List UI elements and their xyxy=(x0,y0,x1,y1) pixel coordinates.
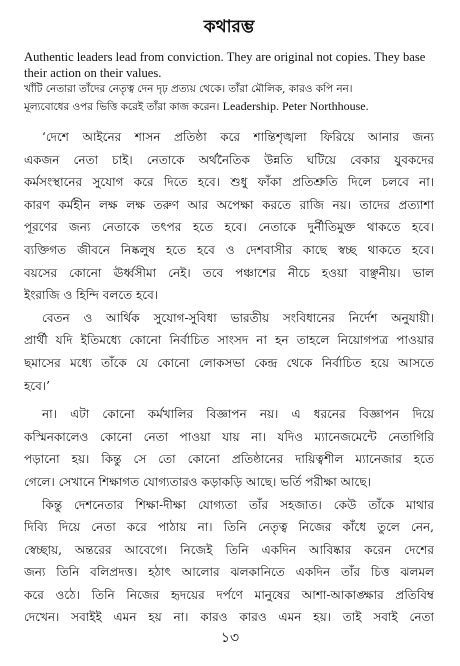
paragraph-3 xyxy=(24,403,434,493)
text-line: পড়ানো হয়। কিন্তু সে তো কোনো প্রতিষ্ঠানের দায়িত্বশীল ম্যানেজার হতে xyxy=(24,452,434,467)
paragraph-2 xyxy=(24,307,434,397)
text-line: কর্মসংস্থানের সুযোগ করে দিতে হবে। শুধু ফাঁকা প্রতিশ্রুতি দিলে চলবে না। xyxy=(24,175,434,190)
epigraph-english: Authentic leaders lead from conviction. They are original not copies. They base their action on their values. xyxy=(24,50,426,80)
text-line: হবে।’ xyxy=(24,378,50,393)
text-line: ইংরাজি ও হিন্দি বলতে হবে। xyxy=(24,288,159,303)
epigraph xyxy=(24,50,434,116)
epigraph-bengali-line-2 xyxy=(24,98,434,116)
text-line: একজন নেতা চাই। নেতাকে অর্থনৈতিক উন্নতি ঘটিয়ে বেকার যুবকদের xyxy=(24,152,434,167)
body-text xyxy=(24,126,434,629)
text-line: ‘দেশে আইনের শাসন প্রতিষ্ঠা করে শান্তিশৃঙ্খলা ফিরিয়ে আনার জন্য xyxy=(42,130,434,144)
text-line: কস্মিনকালেও কোনো নেতা পাওয়া যায় না। যদিও ম্যানেজমেন্টে নেতাগিরি xyxy=(24,429,434,444)
text-line: না। এটা কোনো কর্মখালির বিজ্ঞাপন নয়। এ ধরনের বিজ্ঞাপন দিয়ে xyxy=(42,407,434,422)
text-line: করে ওঠে। তিনি নিজের হৃদয়ের দর্পণে মানুষের আশা-আকাঙ্ক্ষার প্রতিবিম্ব xyxy=(24,587,434,602)
text-line: জন্য তিনি বলিপ্রদত্ত। হঠাৎ আলোর ঝলকানিতে একদিন তাঁর চিত্ত ঝলমল xyxy=(24,565,434,580)
text-line: ছমাসের মধ্যে তাঁকে যে কোনো লোকসভা কেন্দ্র থেকে নির্বাচিত হয়ে আসতে xyxy=(24,355,434,370)
epigraph-bengali-text: মূল্যবোধের ওপর ভিত্তি করেই তাঁরা কাজ করেন। xyxy=(24,101,220,113)
paragraph-1 xyxy=(24,126,434,307)
page-number: ১৩ xyxy=(220,630,240,646)
text-line: পূরণের জন্য নেতাকে তৎপর হতে হবে। নেতাকে দুর্নীতিমুক্ত থাকতে হবে। xyxy=(24,220,434,235)
text-line: কিন্তু দেশনেতার শিক্ষা-দীক্ষা যোগ্যতা তাঁর সহজাত। কেউ তাঁকে মাথার xyxy=(42,497,434,512)
text-line: দেখেন। সবাইই এমন হয় না। কারও কারও এমন হয়। তাই সবাই নেতা xyxy=(24,610,434,625)
text-line: কারণ কর্মহীন লক্ষ লক্ষ তরুণ আর অপেক্ষা করতে রাজি নয়। তাদের প্রত্যাশা xyxy=(24,197,434,212)
epigraph-citation: Leadership. Peter Northhouse. xyxy=(222,99,369,113)
chapter-title: কথারম্ভ xyxy=(203,17,255,37)
text-line: দিব্যি দিয়ে নেতা করে পাঠায় না। তিনি নেতৃত্ব নিজের কাঁধে তুলে নেন, xyxy=(24,520,434,535)
epigraph-bengali-line-1: খাঁটি নেতারা তাঁদের নেতৃত্ব দেন দৃঢ় প্রত্যয় থেকে। তাঁরা মৌলিক, কারও কপি নন। xyxy=(24,83,353,95)
paragraph-4 xyxy=(24,494,434,630)
text-line: প্রার্থী যদি ইতিমধ্যে কোনো নির্বাচিত সাংসদ না হন তাহলে নিয়োগপত্র পাওয়ার xyxy=(24,333,434,348)
text-line: বয়সের কোনো ঊর্ধ্বসীমা নেই। তবে পঞ্চাশের নীচে হওয়া বাঞ্ছনীয়। ভাল xyxy=(24,265,434,280)
text-line: বেতন ও আর্থিক সুযোগ-সুবিধা ভারতীয় সংবিধানের নির্দেশ অনুযায়ী। xyxy=(42,310,434,325)
text-line: স্বেচ্ছায়, অন্তরের আবেগে। নিজেই তিনি একদিন আবিষ্কার করেন দেশের xyxy=(24,542,434,557)
text-line: গেলে। সেখানে শিক্ষাগত যোগ্যতারও কড়াকড়ি আছে। ভর্তি পরীক্ষা আছে। xyxy=(24,474,371,489)
text-line: ব্যক্তিগত জীবনে নিষ্কলুষ হতে হবে ও দেশবাসীর কাছে স্বচ্ছ থাকতে হবে। xyxy=(24,242,434,257)
